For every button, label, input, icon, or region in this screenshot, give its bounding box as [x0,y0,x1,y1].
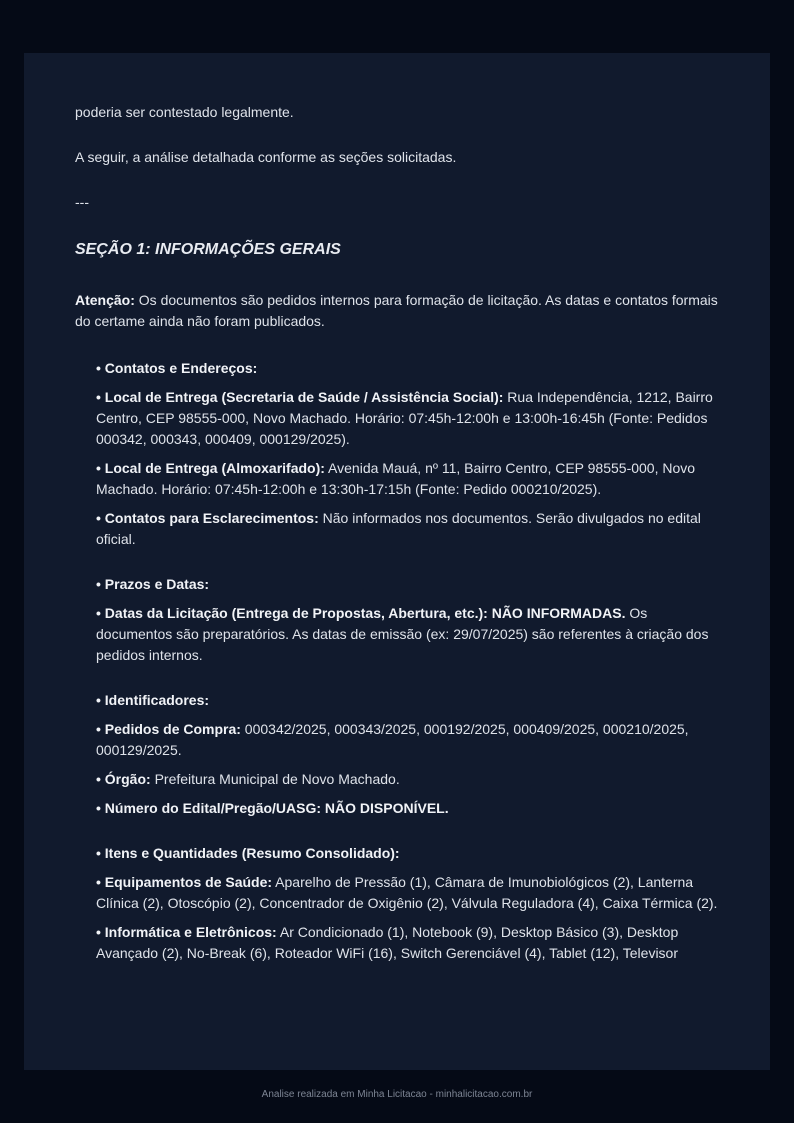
contacts-group [75,358,719,550]
identifiers-item-1 [96,719,719,761]
items-item-2 [96,922,719,964]
attention-label: Atenção: [75,292,135,308]
identifiers-item-2 [96,769,719,790]
items-item-1 [96,872,719,914]
items-item-2-text: Ar Condicionado (1), Notebook (9), Desktop Básico (3), Desktop Avançado (2), No-Break (6), Roteador WiFi (16), Switch Gerenciável (4), Tablet (12), Televisor [96,924,679,961]
contacts-item-3-label: • Contatos para Esclarecimentos: [96,510,319,526]
items-title: • Itens e Quantidades (Resumo Consolidado): [96,845,400,861]
identifiers-item-3-label: • Número do Edital/Pregão/UASG: NÃO DISPONÍVEL. [96,800,449,816]
attention-paragraph [75,290,719,332]
contacts-item-1-label: • Local de Entrega (Secretaria de Saúde / Assistência Social): [96,389,504,405]
items-item-1-label: • Equipamentos de Saúde: [96,874,273,890]
identifiers-item-1-label: • Pedidos de Compra: [96,721,241,737]
identifiers-item-1-text: 000342/2025, 000343/2025, 000192/2025, 000409/2025, 000210/2025, 000129/2025. [96,721,689,758]
contacts-item-3 [96,508,719,550]
items-item-1-text: Aparelho de Pressão (1), Câmara de Imunobiológicos (2), Lanterna Clínica (2), Otoscópio (2), Concentrador de Oxigênio (2), Válvula Reguladora (4), Caixa Térmica (2). [96,874,718,911]
deadlines-title: • Prazos e Datas: [96,576,210,592]
attention-text: Os documentos são pedidos internos para formação de licitação. As datas e contatos formais do certame ainda não foram publicados. [75,292,718,329]
identifiers-title: • Identificadores: [96,692,210,708]
spacer [75,827,719,843]
separator: --- [75,194,89,210]
contacts-item-2-label: • Local de Entrega (Almoxarifado): [96,460,325,476]
deadlines-group [75,574,719,666]
identifiers-item-2-label: • Órgão: [96,771,151,787]
deadlines-item-1-text: Os documentos são preparatórios. As datas de emissão (ex: 29/07/2025) são referentes à criação dos pedidos internos. [96,605,709,663]
deadlines-item-1 [96,603,719,666]
contacts-item-3-text: Não informados nos documentos. Serão divulgados no edital oficial. [96,510,701,547]
intro-line-2: A seguir, a análise detalhada conforme as seções solicitadas. [75,149,457,165]
items-item-2-label: • Informática e Eletrônicos: [96,924,277,940]
identifiers-item-3 [96,798,719,819]
footer-credit: Analise realizada em Minha Licitacao - minhalicitacao.com.br [261,1089,533,1100]
section-heading: SEÇÃO 1: INFORMAÇÕES GERAIS [75,241,341,258]
contacts-item-1-text: Rua Independência, 1212, Bairro Centro, CEP 98555-000, Novo Machado. Horário: 07:45h-12:00h e 13:00h-16:45h (Fonte: Pedidos 000342, 000343, 000409, 000129/2025). [96,389,713,447]
contacts-title: • Contatos e Endereços: [96,360,258,376]
identifiers-item-2-text: Prefeitura Municipal de Novo Machado. [150,771,400,787]
contacts-item-1 [96,387,719,450]
spacer [75,674,719,690]
spacer [75,558,719,574]
document-page [24,53,770,1070]
contacts-item-2 [96,458,719,500]
deadlines-item-1-label: • Datas da Licitação (Entrega de Propostas, Abertura, etc.): NÃO INFORMADAS. [96,605,626,621]
contacts-item-2-text: Avenida Mauá, nº 11, Bairro Centro, CEP 98555-000, Novo Machado. Horário: 07:45h-12:00h e 13:30h-17:15h (Fonte: Pedido 000210/2025). [96,460,696,497]
items-group [75,843,719,964]
identifiers-group [75,690,719,819]
intro-line-1: poderia ser contestado legalmente. [75,104,294,120]
